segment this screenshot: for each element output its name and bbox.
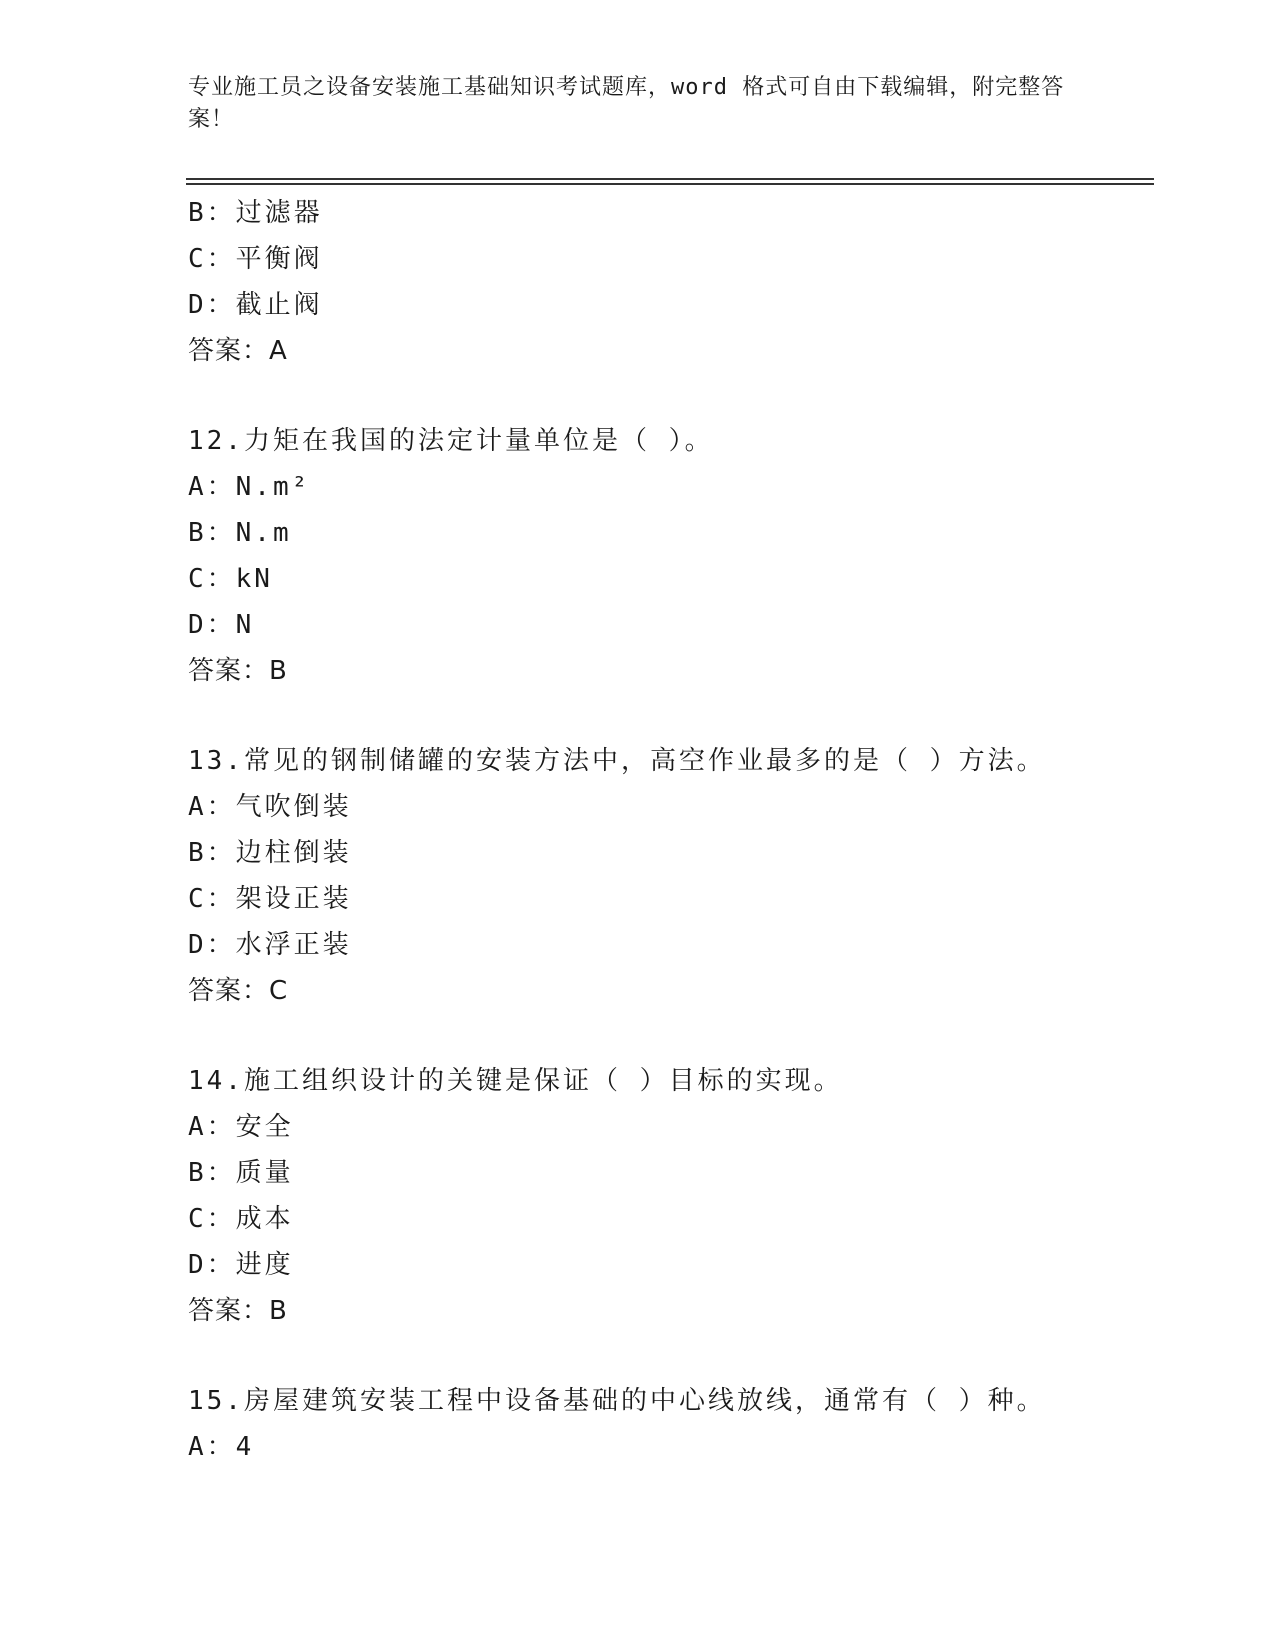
option-a: A：气吹倒装 xyxy=(188,792,352,822)
option-d: D：截止阀 xyxy=(188,290,323,320)
option-b: B：N.m xyxy=(188,518,292,548)
question-13 xyxy=(188,738,1168,1014)
spacer xyxy=(188,1334,1168,1378)
option-b: B：边柱倒装 xyxy=(188,838,352,868)
spacer xyxy=(188,694,1168,738)
option-b: B：质量 xyxy=(188,1158,294,1188)
question-stem: 12.力矩在我国的法定计量单位是（ ）。 xyxy=(188,426,714,456)
answer-line: 答案：C xyxy=(188,976,289,1006)
option-a: A：安全 xyxy=(188,1112,294,1142)
option-d: D：N xyxy=(188,610,255,640)
option-c: C：平衡阀 xyxy=(188,244,323,274)
option-d: D：进度 xyxy=(188,1250,294,1280)
question-content xyxy=(188,190,1168,1470)
option-a: A：4 xyxy=(188,1432,255,1462)
question-stem: 14.施工组织设计的关键是保证（ ）目标的实现。 xyxy=(188,1066,843,1096)
option-c: C：kN xyxy=(188,564,273,594)
header-rule-top xyxy=(186,178,1154,180)
question-12 xyxy=(188,418,1168,694)
option-b: B：过滤器 xyxy=(188,198,323,228)
option-c: C：成本 xyxy=(188,1204,294,1234)
answer-line: 答案：B xyxy=(188,1296,288,1326)
option-d: D：水浮正装 xyxy=(188,930,352,960)
carryover-block xyxy=(188,190,1168,374)
question-14 xyxy=(188,1058,1168,1334)
spacer xyxy=(188,374,1168,418)
question-stem: 15.房屋建筑安装工程中设备基础的中心线放线，通常有（ ）种。 xyxy=(188,1386,1046,1416)
answer-line: 答案：A xyxy=(188,336,288,366)
header-title: 专业施工员之设备安装施工基础知识考试题库，word 格式可自由下载编辑，附完整答案！ xyxy=(188,75,1065,132)
option-a: A：N.m² xyxy=(188,472,311,502)
answer-line: 答案：B xyxy=(188,656,288,686)
document-header xyxy=(188,72,1068,136)
spacer xyxy=(188,1014,1168,1058)
question-15 xyxy=(188,1378,1168,1470)
header-rule-bottom xyxy=(186,183,1154,185)
option-c: C：架设正装 xyxy=(188,884,352,914)
question-stem: 13.常见的钢制储罐的安装方法中，高空作业最多的是（ ）方法。 xyxy=(188,746,1046,776)
